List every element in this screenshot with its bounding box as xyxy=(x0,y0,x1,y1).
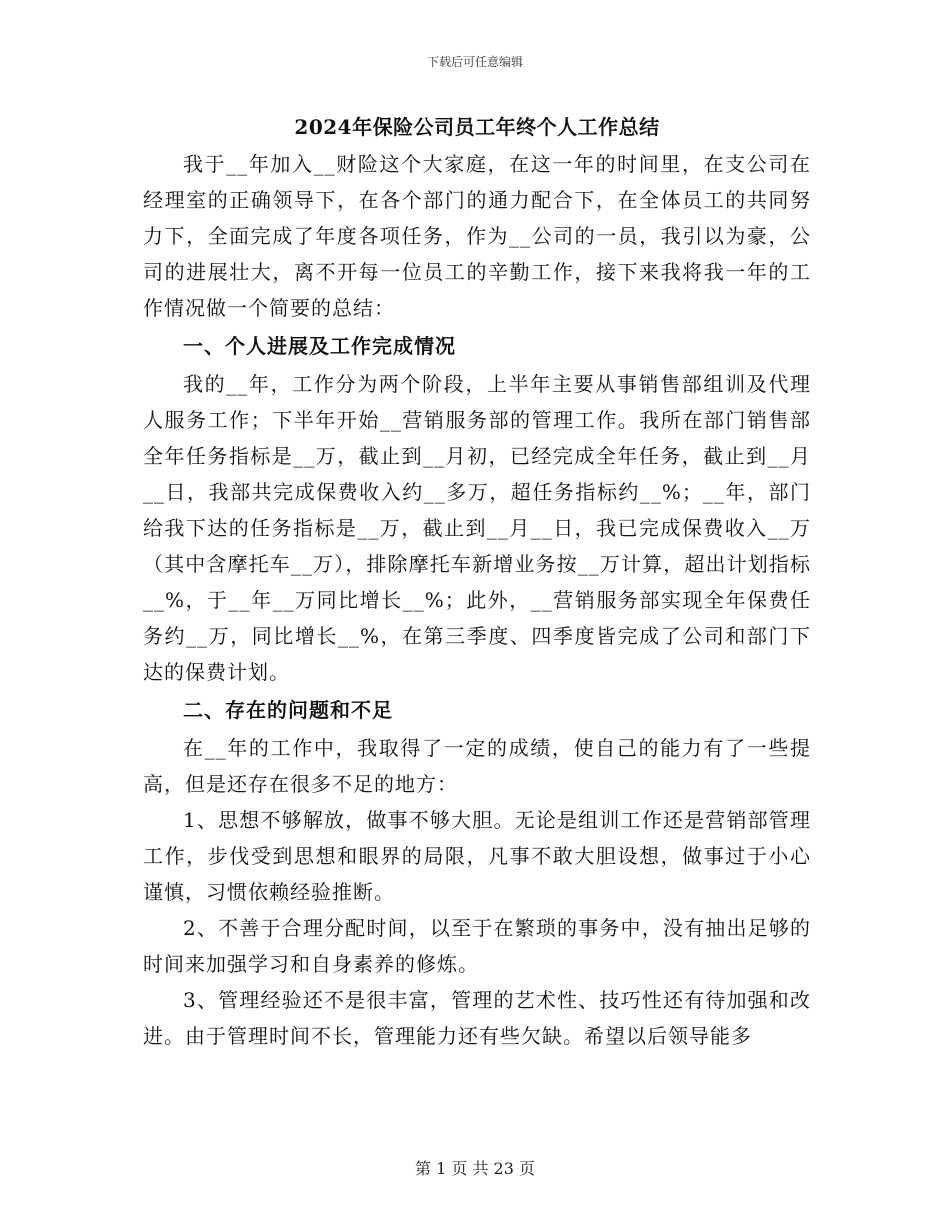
document-body xyxy=(143,112,811,1054)
page-number-footer: 第 1 页 共 23 页 xyxy=(415,1159,535,1178)
section1-paragraph: 我的__年，工作分为两个阶段，上半年主要从事销售部组训及代理人服务工作；下半年开始__营销服务部的管理工作。我所在部门销售部全年任务指标是__万，截止到__月初，已经完成全年任务，截止到__月__日，我部共完成保费收入约__多万，超任务指标约__%；__年，部门给我下达的任务指标是__万，截止到__月__日，我已完成保费收入__万（其中含摩托车__万），排除摩托车新增业务按__万计算，超出计划指标__%，于__年__万同比增长__%；此外，__营销服务部实现全年保费任务约__万，同比增长__%，在第三季度、四季度皆完成了公司和部门下达的保费计划。 xyxy=(143,372,811,684)
section1-heading: 一、个人进展及工作完成情况 xyxy=(183,334,456,358)
intro-paragraph: 我于__年加入__财险这个大家庭，在这一年的时间里，在支公司在经理室的正确领导下，在各个部门的通力配合下，在全体员工的共同努力下，全面完成了年度各项任务，作为__公司的一员，我引以为豪，公司的进展壮大，离不开每一位员工的辛勤工作，接下来我将我一年的工作情况做一个简要的总结： xyxy=(143,152,811,320)
section2-item-2: 2、不善于合理分配时间，以至于在繁琐的事务中，没有抽出足够的时间来加强学习和自身素养的修炼。 xyxy=(143,916,811,976)
section2-item-3: 3、管理经验还不是很丰富，管理的艺术性、技巧性还有待加强和改进。由于管理时间不长，管理能力还有些欠缺。希望以后领导能多 xyxy=(143,988,811,1048)
section2-intro-paragraph: 在__年的工作中，我取得了一定的成绩，使自己的能力有了一些提高，但是还存在很多不足的地方： xyxy=(143,736,811,796)
header-note: 下载后可任意编辑 xyxy=(426,55,523,69)
section2-item-1: 1、思想不够解放，做事不够大胆。无论是组训工作还是营销部管理工作，步伐受到思想和眼界的局限，凡事不敢大胆设想，做事过于小心谨慎，习惯依赖经验推断。 xyxy=(143,808,811,904)
section2-heading: 二、存在的问题和不足 xyxy=(183,698,393,722)
document-title: 2024年保险公司员工年终个人工作总结 xyxy=(294,115,660,139)
